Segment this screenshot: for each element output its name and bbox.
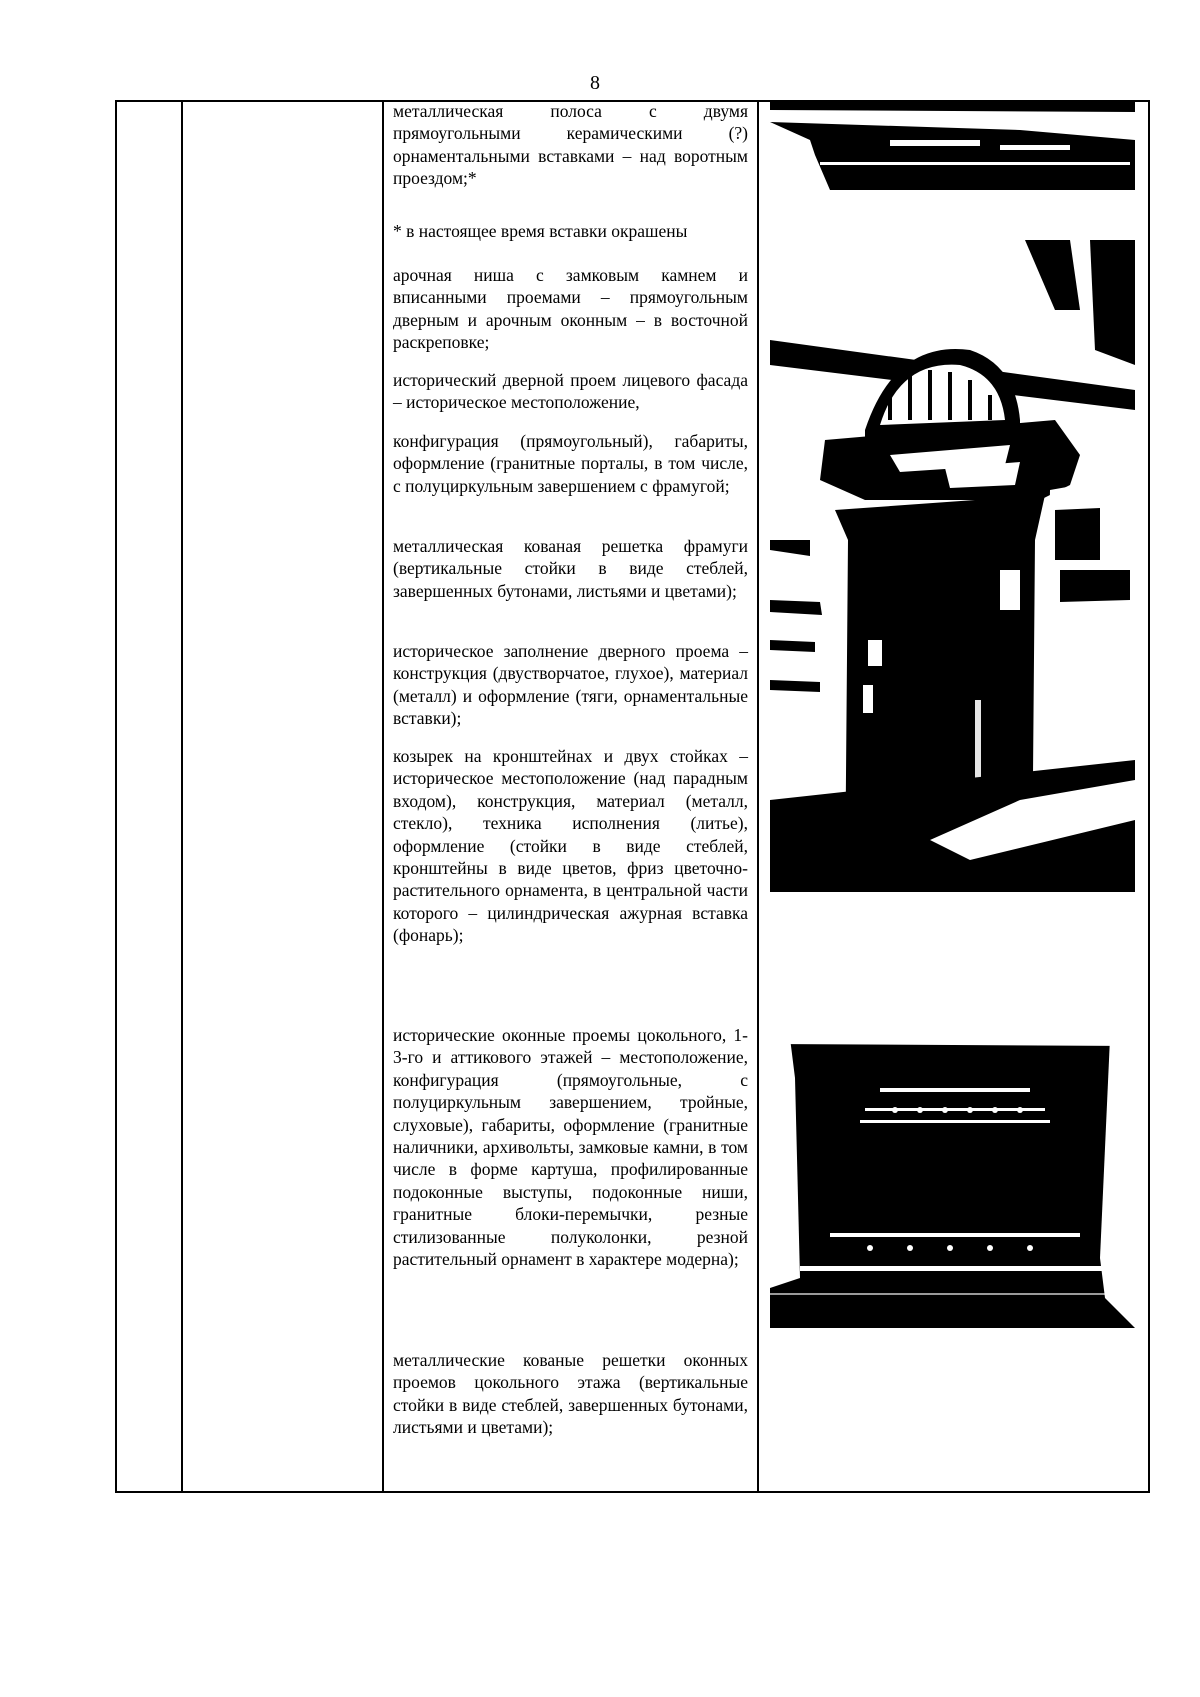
column-divider [757,102,759,1491]
item-door-filling: историческое заполнение дверного проема – конструкция (двустворчатое, глухое), материал (металл) и оформление (тяги, орнаментальные вставки); [393,641,748,729]
photo-metal-strip [770,100,1135,190]
footnote-inserts-painted: * в настоящее время вставки окрашены [393,221,688,241]
item-transom-grille: металлическая кованая решетка фрамуги (вертикальные стойки в виде стеблей, завершенных бутонами, листьями и цветами); [393,536,748,601]
column-divider [181,102,183,1491]
column-divider [382,102,384,1491]
item-metal-strip: металлическая полоса с двумя прямоугольными керамическими (?) орнаментальными вставками – над воротным проездом;* [393,101,748,189]
item-window-openings: исторические оконные проемы цокольного, 1-3-го и аттикового этажей – местоположение, конфигурация (прямоугольные, с полуциркульным завершением, тройные, слуховые), габариты, оформление (гранитные наличники, архивольты, замковые камни, в том числе в форме картуша, профилированные подоконные выступы, подоконные ниши, гранитные блоки-перемычки, резные стилизованные полуколонки, резной растительный орнамент в характере модерна); [393,1025,748,1270]
item-door-configuration: конфигурация (прямоугольный), габариты, оформление (гранитные порталы, в том числе, с полуциркульным завершением с фрамугой; [393,431,748,496]
item-canopy: козырек на кронштейнах и двух стойках – историческое местоположение (над парадным входом), конструкция, материал (металл, стекло), техника исполнения (литье), оформление (стойки в виде стеблей, кронштейны в виде цветов, фриз цветочно-растительного орнамента, в центральной части которого – цилиндрическая ажурная вставка (фонарь); [393,746,748,946]
page-number: 8 [590,72,600,94]
photo-entrance-canopy [770,240,1135,892]
item-window-grilles: металлические кованые решетки оконных проемов цокольного этажа (вертикальные стойки в виде стеблей, завершенных бутонами, листьями и цветами); [393,1350,748,1438]
item-door-opening: исторический дверной проем лицевого фасада – историческое местоположение, [393,370,748,413]
item-arched-niche: арочная ниша с замковым камнем и вписанными проемами – прямоугольным дверным и арочным оконным – в восточной раскреповке; [393,265,748,353]
photo-window-surround [770,1038,1135,1328]
